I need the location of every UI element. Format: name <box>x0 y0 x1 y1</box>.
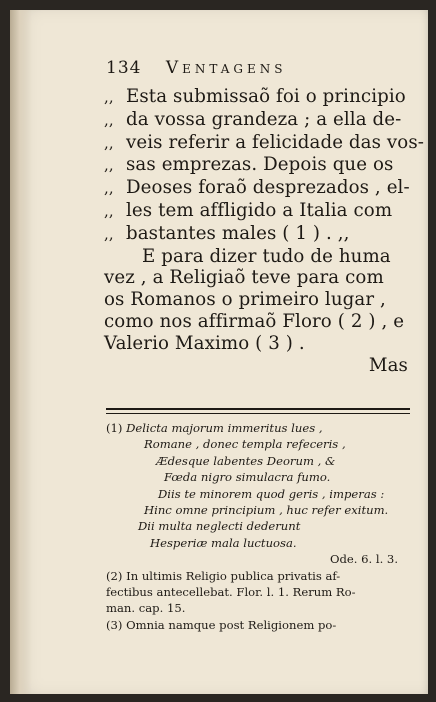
quote-mark: ,, <box>104 133 114 152</box>
footnote-3: (3) Omnia namque post Religionem po- <box>106 617 337 632</box>
book-page <box>10 10 428 694</box>
paragraph-line: Valerio Maximo ( 3 ) . <box>104 332 305 354</box>
footnote-1-verse: Diis te minorem quod geris , imperas : <box>158 486 385 501</box>
footnote-1-verse: Dii multa neglecti dederunt <box>138 519 301 534</box>
quote-line: ,, da vossa grandeza ; a ella de- <box>104 108 402 130</box>
footnote-2: (2) In ultimis Religio publica privatis af- <box>106 568 341 583</box>
footnote-1-verse: (1) Delicta majorum immeritus lues , <box>106 421 323 435</box>
paragraph-line: E para dizer tudo de huma <box>142 245 391 267</box>
page-binding-shadow <box>10 10 32 694</box>
quote-line: ,, sas emprezas. Depois que os <box>104 154 394 176</box>
footnote-1-reference: Ode. 6. l. 3. <box>329 552 398 567</box>
footnote-1-verse: Romane , donec templa refeceris , <box>144 437 346 452</box>
quote-mark: ,, <box>104 156 114 175</box>
footnote-1-verse: Fœda nigro simulacra fumo. <box>164 470 331 485</box>
paragraph-line: como nos affirmaõ Floro ( 2 ) , e <box>104 310 405 332</box>
page-number: 134 <box>106 58 142 78</box>
footnote-1-verse: Ædesque labentes Deorum , & <box>156 453 336 468</box>
main-text <box>104 86 425 376</box>
paragraph-line: vez , a Religiaõ teve para com <box>104 267 384 289</box>
quote-line: ,, Deoses foraõ desprezados , el- <box>104 177 410 199</box>
quote-line: ,, bastantes males ( 1 ) . ,, <box>104 222 350 244</box>
quote-mark: ,, <box>104 179 114 198</box>
footnote-1-marker: (1) <box>106 421 123 435</box>
footnote-1-verse: Hesperiæ mala luctuosa. <box>150 535 297 550</box>
quote-mark: ,, <box>104 224 114 243</box>
quote-line: ,, Esta submissaõ foi o principio <box>104 86 406 107</box>
catchword: Mas <box>368 354 408 376</box>
paragraph-line: os Romanos o primeiro lugar , <box>104 289 386 311</box>
quote-line: ,, les tem affligido a Italia com <box>104 199 393 221</box>
quote-mark: ,, <box>104 88 114 106</box>
footnote-divider <box>106 408 410 414</box>
footnote-1-verse: Hinc omne principium , huc refer exitum. <box>144 503 389 518</box>
quote-line: ,, veis referir a felicidade das vos- <box>104 131 425 153</box>
running-header <box>106 58 406 78</box>
footnote-2: man. cap. 15. <box>106 601 186 616</box>
running-title: Ventagens <box>165 58 287 78</box>
quote-mark: ,, <box>104 110 114 129</box>
footnotes <box>106 420 412 633</box>
footnote-2: fectibus antecellebat. Flor. l. 1. Rerum Ro- <box>106 585 356 600</box>
quote-mark: ,, <box>104 201 114 220</box>
